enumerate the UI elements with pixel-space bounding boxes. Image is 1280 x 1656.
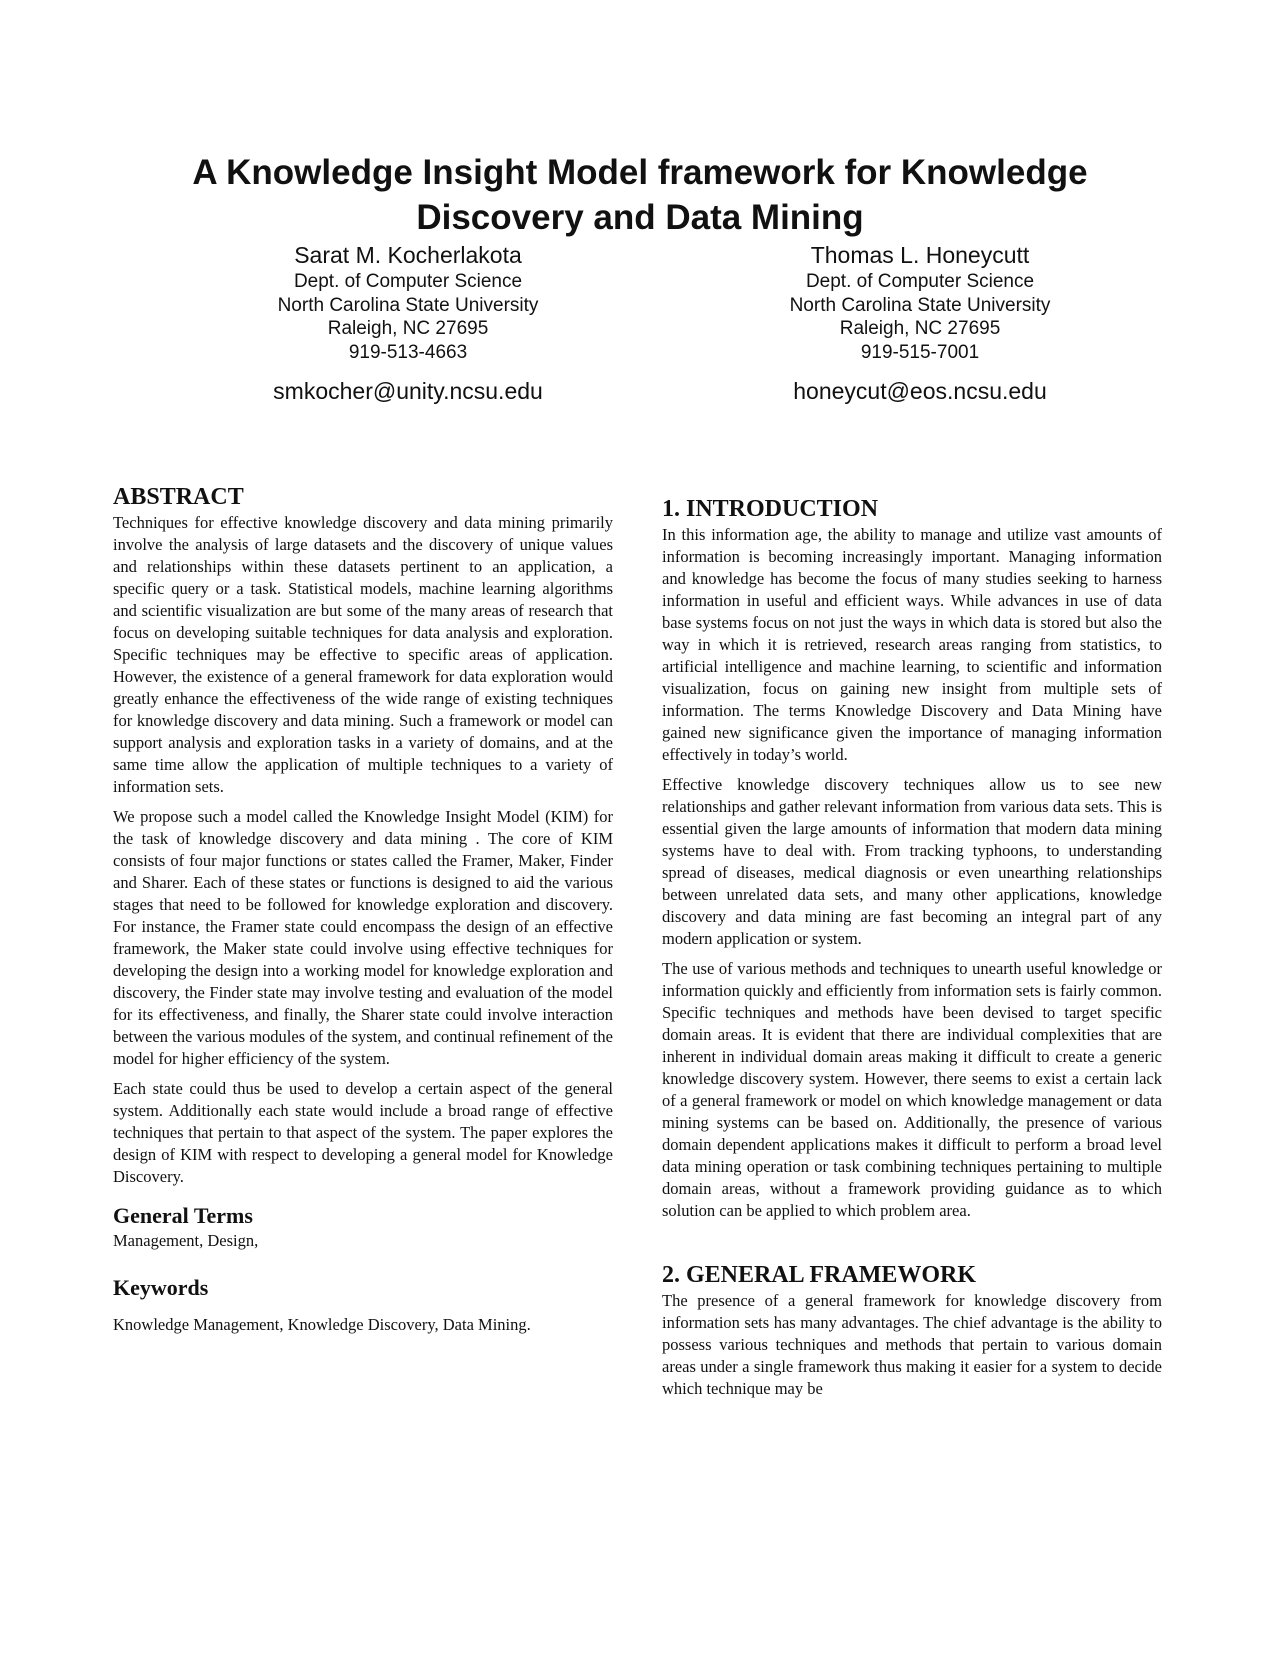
author-name: Thomas L. Honeycutt xyxy=(810,242,1030,268)
abstract-paragraph-3: Each state could thus be used to develop a certain aspect of the general system. Additionally each state would include a broad range of effective techniques that pertain to that aspect of the system. The paper explores the design of KIM with respect to developing a general model for Knowledge Discovery. xyxy=(113,1079,613,1186)
author-2 xyxy=(700,240,1140,406)
keywords-heading: Keywords xyxy=(113,1275,209,1300)
author-university: North Carolina State University xyxy=(789,294,1051,316)
abstract-paragraph-1: Techniques for effective knowledge discovery and data mining primarily involve the analysis of large datasets and the discovery of unique values and relationships within these datasets pertinent to an application, a specific query or a task. Statistical models, machine learning algorithms and scientific visualization are but some of the many areas of research that focus on developing suitable techniques for data analysis and exploration. Specific techniques may be effective to specific areas of application. However, the existence of a general framework for data exploration would greatly enhance the effectiveness of the wide range of existing techniques for knowledge discovery and data mining. Such a framework or model can support analysis and exploration tasks in a variety of domains, and at the same time allow the application of multiple techniques to a variety of information sets. xyxy=(113,513,613,796)
general-framework-paragraph-1: The presence of a general framework for knowledge discovery from information sets has many advantages. The chief advantage is the ability to possess various techniques and methods that pertain to various domain areas under a single framework thus making it easier for a system to decide which technique may be xyxy=(662,1291,1162,1398)
right-column xyxy=(662,494,1162,1400)
author-dept: Dept. of Computer Science xyxy=(293,271,523,292)
abstract-heading: ABSTRACT xyxy=(113,484,244,510)
author-dept: Dept. of Computer Science xyxy=(805,271,1035,292)
introduction-paragraph-2: Effective knowledge discovery techniques allow us to see new relationships and gather relevant information from various data sets. This is essential given the large amounts of information that modern data mining systems have to deal with. From tracking typhoons, to understanding spread of diseases, medical diagnosis or even unearthing relationships between unrelated data sets, and many other applications, knowledge discovery and data mining are fast becoming an integral part of any modern application or system. xyxy=(662,775,1162,948)
title-line-2: Discovery and Data Mining xyxy=(416,198,864,237)
introduction-heading: 1. INTRODUCTION xyxy=(662,496,879,522)
title-line-1: A Knowledge Insight Model framework for Knowledge xyxy=(192,153,1088,192)
introduction-paragraph-1: In this information age, the ability to manage and utilize vast amounts of information is becoming increasingly important. Managing information and knowledge has become the focus of many studies seeking to harness information in useful and efficient ways. While advances in use of data base systems focus on not just the ways in which data is stored but also the way in which it is retrieved, research areas ranging from statistics, to artificial intelligence and machine learning, to scientific and information visualization, focus on gaining new insight from multiple sets of information. The terms Knowledge Discovery and Data Mining have gained new significance given the importance of managing information effectively in today’s world. xyxy=(662,525,1162,764)
author-phone: 919-515-7001 xyxy=(860,341,980,363)
keywords-text: Knowledge Management, Knowledge Discovery, Data Mining. xyxy=(113,1315,531,1334)
author-university: North Carolina State University xyxy=(277,294,539,316)
author-phone: 919-513-4663 xyxy=(348,341,468,363)
author-1 xyxy=(188,240,628,406)
author-email: honeycut@eos.ncsu.edu xyxy=(793,378,1047,404)
author-city: Raleigh, NC 27695 xyxy=(327,318,489,339)
abstract-paragraph-2: We propose such a model called the Knowledge Insight Model (KIM) for the task of knowledge discovery and data mining . The core of KIM consists of four major functions or states called the Framer, Maker, Finder and Sharer. Each of these states or functions is designed to aid the various stages that need to be followed for knowledge exploration and discovery. For instance, the Framer state could encompass the design of an effective framework, the Maker state could involve using effective techniques for developing the design into a working model for knowledge exploration and discovery, the Finder state may involve testing and evaluation of the model for its effectiveness, and finally, the Sharer state could involve interaction between the various modules of the system, and continual refinement of the model for higher efficiency of the system. xyxy=(113,807,613,1068)
paper-title xyxy=(100,150,1180,240)
author-email: smkocher@unity.ncsu.edu xyxy=(273,378,543,404)
author-city: Raleigh, NC 27695 xyxy=(839,318,1001,339)
general-framework-heading: 2. GENERAL FRAMEWORK xyxy=(662,1262,977,1288)
introduction-paragraph-3: The use of various methods and techniques to unearth useful knowledge or information quickly and efficiently from information sets is fairly common. Specific techniques and methods have been devised to target specific domain areas. It is evident that there are individual complexities that are inherent in individual domain areas making it difficult to create a generic knowledge discovery system. However, there seems to exist a certain lack of a general framework or model on which knowledge management or data mining systems can be based on. Additionally, the presence of various domain dependent applications makes it difficult to perform a broad level data mining operation or task combining techniques pertaining to multiple domain areas, without a framework providing guidance as to which solution can be applied to which problem area. xyxy=(662,959,1162,1220)
general-terms-text: Management, Design, xyxy=(113,1231,259,1250)
left-column xyxy=(113,482,613,1336)
general-terms-heading: General Terms xyxy=(113,1203,253,1228)
author-name: Sarat M. Kocherlakota xyxy=(294,242,522,268)
